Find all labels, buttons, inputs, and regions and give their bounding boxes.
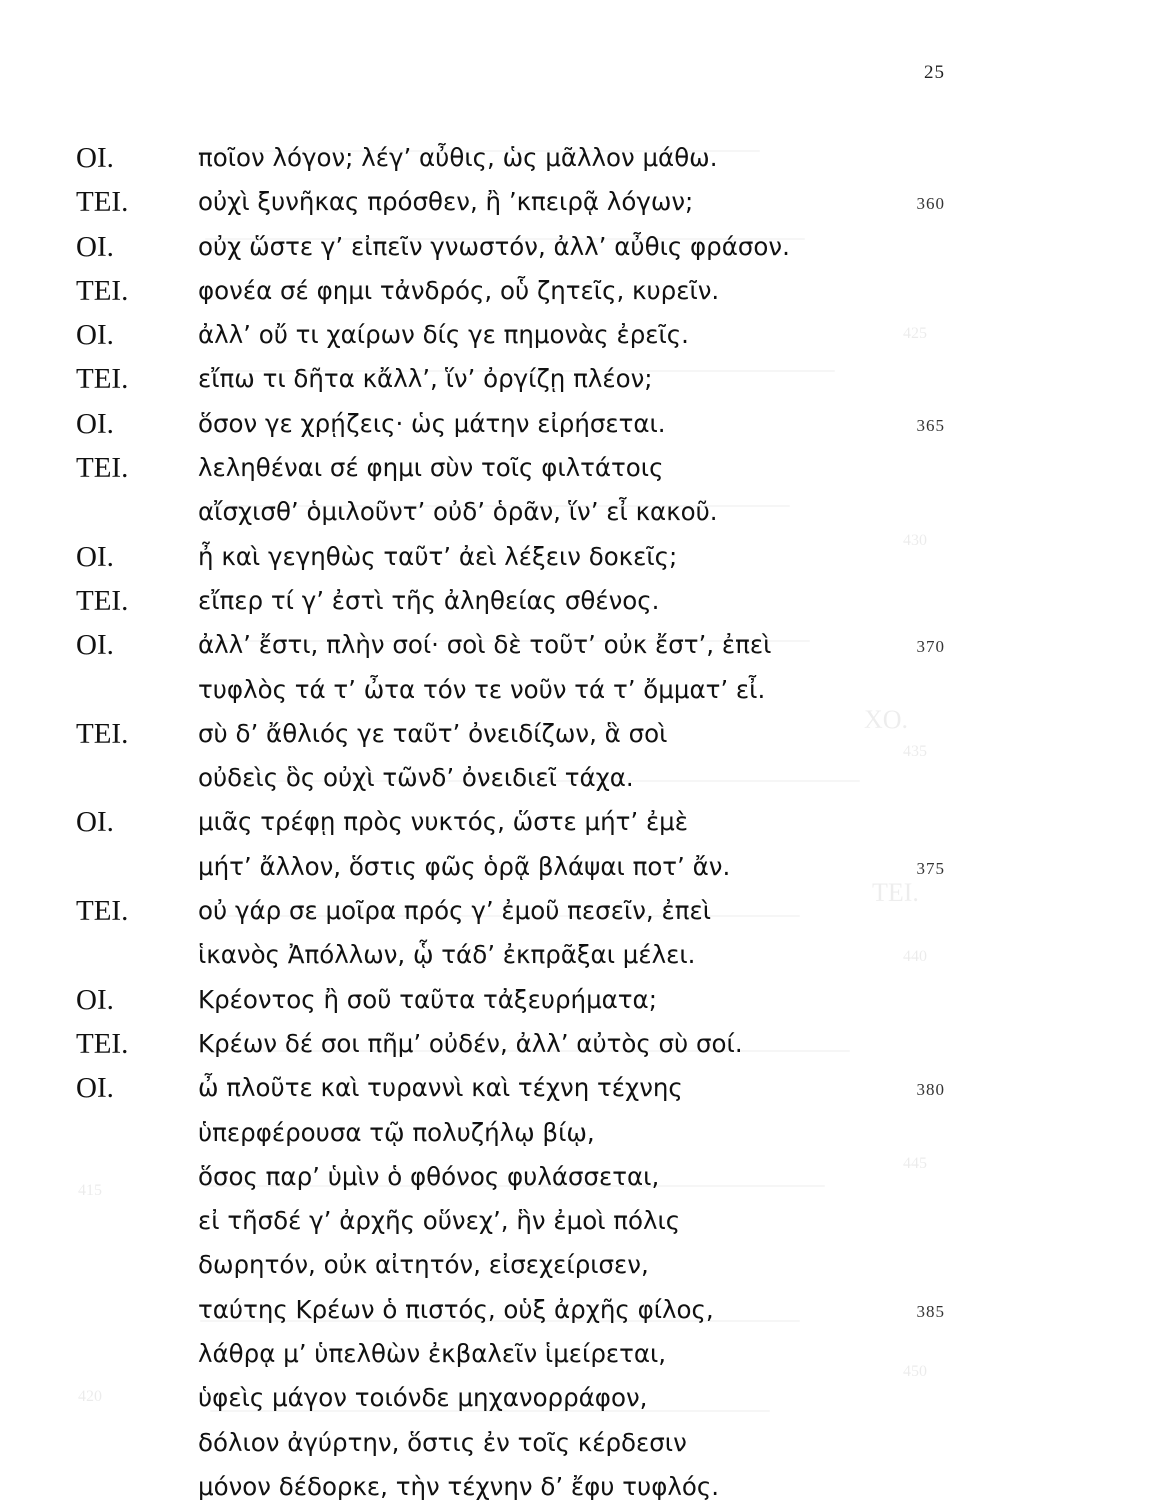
verse-text: Κρέων δέ σοι πῆμ’ οὐδέν, ἀλλ’ αὐτὸς σὺ σοί. (198, 1028, 743, 1058)
verse-text: ὦ πλοῦτε καὶ τυραννὶ καὶ τέχνη τέχνης (198, 1073, 683, 1103)
speaker-label: ΤΕΙ. (76, 584, 129, 617)
line-number: 380 (916, 1080, 945, 1100)
verse-line (0, 756, 1158, 800)
show-through-texture: ΧΟ. ΤΕΙ. 425 430 435 440 445 450 415 420 (0, 0, 1158, 1500)
speaker-label: ΟΙ. (76, 142, 114, 174)
verse-line (0, 1111, 1158, 1155)
verse-text: λάθρᾳ μ’ ὑπελθὼν ἐκβαλεῖν ἱμείρεται, (198, 1339, 667, 1369)
speaker-label: ΟΙ. (76, 806, 114, 839)
verse-text: δόλιον ἀγύρτην, ὅστις ἐν τοῖς κέρδεσιν (198, 1427, 687, 1457)
line-number: 365 (916, 415, 945, 435)
verse-text: ἀλλ’ ἔστι, πλὴν σοί· σοὶ δὲ τοῦτ’ οὐκ ἔστ’, ἐπεὶ (198, 630, 772, 660)
verse-line (0, 136, 1158, 180)
line-number: 360 (916, 194, 945, 214)
verse-text: λεληθέναι σέ φημι σὺν τοῖς φιλτάτοις (198, 453, 664, 483)
verse-text: ὑπερφέρουσα τῷ πολυζήλῳ βίῳ, (198, 1117, 595, 1147)
verse-line (0, 225, 1158, 269)
verse-text: οὐχὶ ξυνῆκας πρόσθεν, ἢ ’κπειρᾷ λόγων; (198, 187, 694, 217)
verse-line (0, 1155, 1158, 1199)
verse-line (0, 1288, 1158, 1332)
page-number: 25 (924, 62, 945, 83)
verse-line (0, 313, 1158, 357)
speaker-label: ΤΕΙ. (76, 452, 129, 485)
verse-text: ἀλλ’ οὔ τι χαίρων δίς γε πημονὰς ἐρεῖς. (198, 320, 689, 350)
line-number: 370 (916, 637, 945, 657)
verse-line (0, 579, 1158, 623)
speaker-label: ΟΙ. (76, 540, 114, 573)
verse-line (0, 180, 1158, 224)
verse-line (0, 535, 1158, 579)
verse-text: σὺ δ’ ἄθλιός γε ταῦτ’ ὀνειδίζων, ἃ σοὶ (198, 718, 668, 748)
speaker-label: ΤΕΙ. (76, 274, 129, 307)
verse-text: ὅσος παρ’ ὑμὶν ὁ φθόνος φυλάσσεται, (198, 1161, 660, 1191)
verse-line (0, 978, 1158, 1022)
speaker-label: ΟΙ. (76, 230, 114, 263)
verse-line (0, 1022, 1158, 1066)
verse-line (0, 1066, 1158, 1110)
verse-text: ταύτης Κρέων ὁ πιστός, οὑξ ἀρχῆς φίλος, (198, 1294, 714, 1324)
verse-line (0, 712, 1158, 756)
verse-text: Κρέοντος ἢ σοῦ ταῦτα τἀξευρήματα; (198, 984, 657, 1014)
verse-block (0, 136, 1158, 1500)
verse-text: οὐδεὶς ὃς οὐχὶ τῶνδ’ ὀνειδιεῖ τάχα. (198, 763, 634, 793)
verse-text: εἴπω τι δῆτα κἄλλ’, ἵν’ ὀργίζῃ πλέον; (198, 364, 653, 394)
verse-text: ἱκανὸς Ἀπόλλων, ᾧ τάδ’ ἐκπρᾶξαι μέλει. (198, 940, 696, 970)
verse-text: δωρητόν, οὐκ αἰτητόν, εἰσεχείρισεν, (198, 1250, 649, 1280)
verse-text: φονέα σέ φημι τἀνδρός, οὗ ζητεῖς, κυρεῖν. (198, 275, 720, 305)
verse-text: μήτ’ ἄλλον, ὅστις φῶς ὁρᾷ βλάψαι ποτ’ ἄν. (198, 851, 731, 881)
speaker-label: ΤΕΙ. (76, 717, 129, 750)
verse-text: εἰ τῆσδέ γ’ ἀρχῆς οὕνεχ’, ἣν ἐμοὶ πόλις (198, 1206, 681, 1236)
line-number: 375 (916, 858, 945, 878)
speaker-label: ΟΙ. (76, 629, 114, 662)
verse-line (0, 1376, 1158, 1420)
verse-line (0, 269, 1158, 313)
verse-line (0, 402, 1158, 446)
verse-line (0, 357, 1158, 401)
verse-line (0, 490, 1158, 534)
verse-line (0, 1243, 1158, 1287)
verse-line (0, 889, 1158, 933)
speaker-label: ΤΕΙ. (76, 1027, 129, 1060)
verse-text: ποῖον λόγον; λέγ’ αὖθις, ὡς μᾶλλον μάθω. (198, 143, 718, 172)
speaker-label: ΟΙ. (76, 319, 114, 352)
speaker-label: ΤΕΙ. (76, 895, 129, 928)
verse-text: οὐχ ὥστε γ’ εἰπεῖν γνωστόν, ἀλλ’ αὖθις φράσον. (198, 231, 790, 261)
verse-text: ὑφεὶς μάγον τοιόνδε μηχανορράφον, (198, 1383, 648, 1413)
verse-line (0, 800, 1158, 844)
verse-text: μιᾶς τρέφῃ πρὸς νυκτός, ὥστε μήτ’ ἐμὲ (198, 807, 689, 837)
verse-text: μόνον δέδορκε, τὴν τέχνην δ’ ἔφυ τυφλός. (198, 1471, 720, 1500)
verse-text: ἦ καὶ γεγηθὼς ταῦτ’ ἀεὶ λέξειν δοκεῖς; (198, 541, 678, 571)
verse-text: ὅσον γε χρῄζεις· ὡς μάτην εἰρήσεται. (198, 408, 666, 438)
verse-text: οὐ γάρ σε μοῖρα πρός γ’ ἐμοῦ πεσεῖν, ἐπεὶ (198, 896, 712, 926)
verse-text: αἴσχισθ’ ὁμιλοῦντ’ οὐδ’ ὁρᾶν, ἵν’ εἶ κακοῦ. (198, 497, 718, 527)
verse-line (0, 933, 1158, 977)
speaker-label: ΟΙ. (76, 407, 114, 440)
verse-line (0, 845, 1158, 889)
verse-line (0, 668, 1158, 712)
speaker-label: ΟΙ. (76, 983, 114, 1016)
line-number: 385 (916, 1301, 945, 1321)
verse-line (0, 1465, 1158, 1500)
speaker-label: ΤΕΙ. (76, 186, 129, 219)
verse-line (0, 1332, 1158, 1376)
speaker-label: ΟΙ. (76, 1072, 114, 1105)
verse-line (0, 446, 1158, 490)
verse-text: τυφλὸς τά τ’ ὦτα τόν τε νοῦν τά τ’ ὄμματ’ εἶ. (198, 674, 766, 704)
verse-line (0, 623, 1158, 667)
verse-text: εἴπερ τί γ’ ἐστὶ τῆς ἀληθείας σθένος. (198, 585, 660, 615)
verse-line (0, 1421, 1158, 1465)
speaker-label: ΤΕΙ. (76, 363, 129, 396)
verse-line (0, 1199, 1158, 1243)
